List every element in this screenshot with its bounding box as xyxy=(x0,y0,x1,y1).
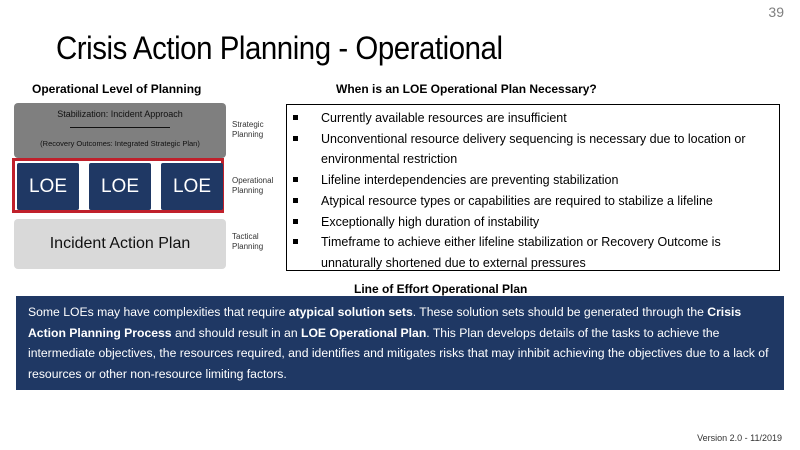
label-line: Operational xyxy=(232,176,274,185)
left-heading: Operational Level of Planning xyxy=(32,82,202,96)
label-line: Tactical xyxy=(232,232,259,241)
label-line: Planning xyxy=(232,130,264,139)
info-text: and should result in an xyxy=(171,325,301,340)
info-text: . This Plan develops details of the tasks to achieve the intermediate objectives, the resources required, and identifies and mitigates risks that may inhibit achieving the objectives due to a lack of resources or other non-resource limiting factors. xyxy=(28,325,769,381)
criteria-list xyxy=(286,104,780,271)
list-item: Atypical resource types or capabilities are required to stabilize a lifeline xyxy=(287,191,773,212)
loe-box: LOE xyxy=(89,163,151,210)
info-text: Some LOEs may have complexities that require xyxy=(28,305,289,319)
label-line: Planning xyxy=(232,186,264,195)
info-callout xyxy=(16,296,784,390)
info-text: . These solution sets should be generated through the xyxy=(412,305,708,319)
list-item: Lifeline interdependencies are preventing stabilization xyxy=(287,170,773,191)
right-heading: When is an LOE Operational Plan Necessary? xyxy=(336,82,597,96)
loe-operational-plan-caption: Line of Effort Operational Plan xyxy=(354,282,528,296)
info-emphasis: LOE Operational Plan xyxy=(301,325,427,340)
list-item: Timeframe to achieve either lifeline stabilization or Recovery Outcome is unnaturally shortened due to external pressures xyxy=(287,232,773,273)
info-emphasis: Crisis Action Planning Process xyxy=(28,305,742,340)
operational-planning-label xyxy=(232,176,273,196)
label-line: Planning xyxy=(232,242,264,251)
list-item: Exceptionally high duration of instability xyxy=(287,212,773,233)
label-line: Strategic xyxy=(232,120,264,129)
list-item: Unconventional resource delivery sequencing is necessary due to location or environmental restriction xyxy=(287,129,773,170)
page-number: 39 xyxy=(768,4,784,20)
strategic-box-subtitle: (Recovery Outcomes: Integrated Strategic Plan) xyxy=(40,139,200,148)
page-title: Crisis Action Planning - Operational xyxy=(56,30,503,66)
tactical-level-box xyxy=(14,219,226,269)
strategic-planning-label xyxy=(232,120,264,140)
loe-box: LOE xyxy=(17,163,79,210)
version-label: Version 2.0 - 11/2019 xyxy=(697,433,782,443)
loe-box: LOE xyxy=(161,163,223,210)
strategic-box-title: Stabilization: Incident Approach xyxy=(57,109,183,119)
incident-action-plan-label: Incident Action Plan xyxy=(49,235,191,252)
info-emphasis: atypical solution sets xyxy=(288,305,413,319)
list-item: Currently available resources are insufficient xyxy=(287,108,773,129)
strategic-level-box xyxy=(14,103,226,158)
divider xyxy=(70,127,170,128)
tactical-planning-label xyxy=(232,232,263,252)
